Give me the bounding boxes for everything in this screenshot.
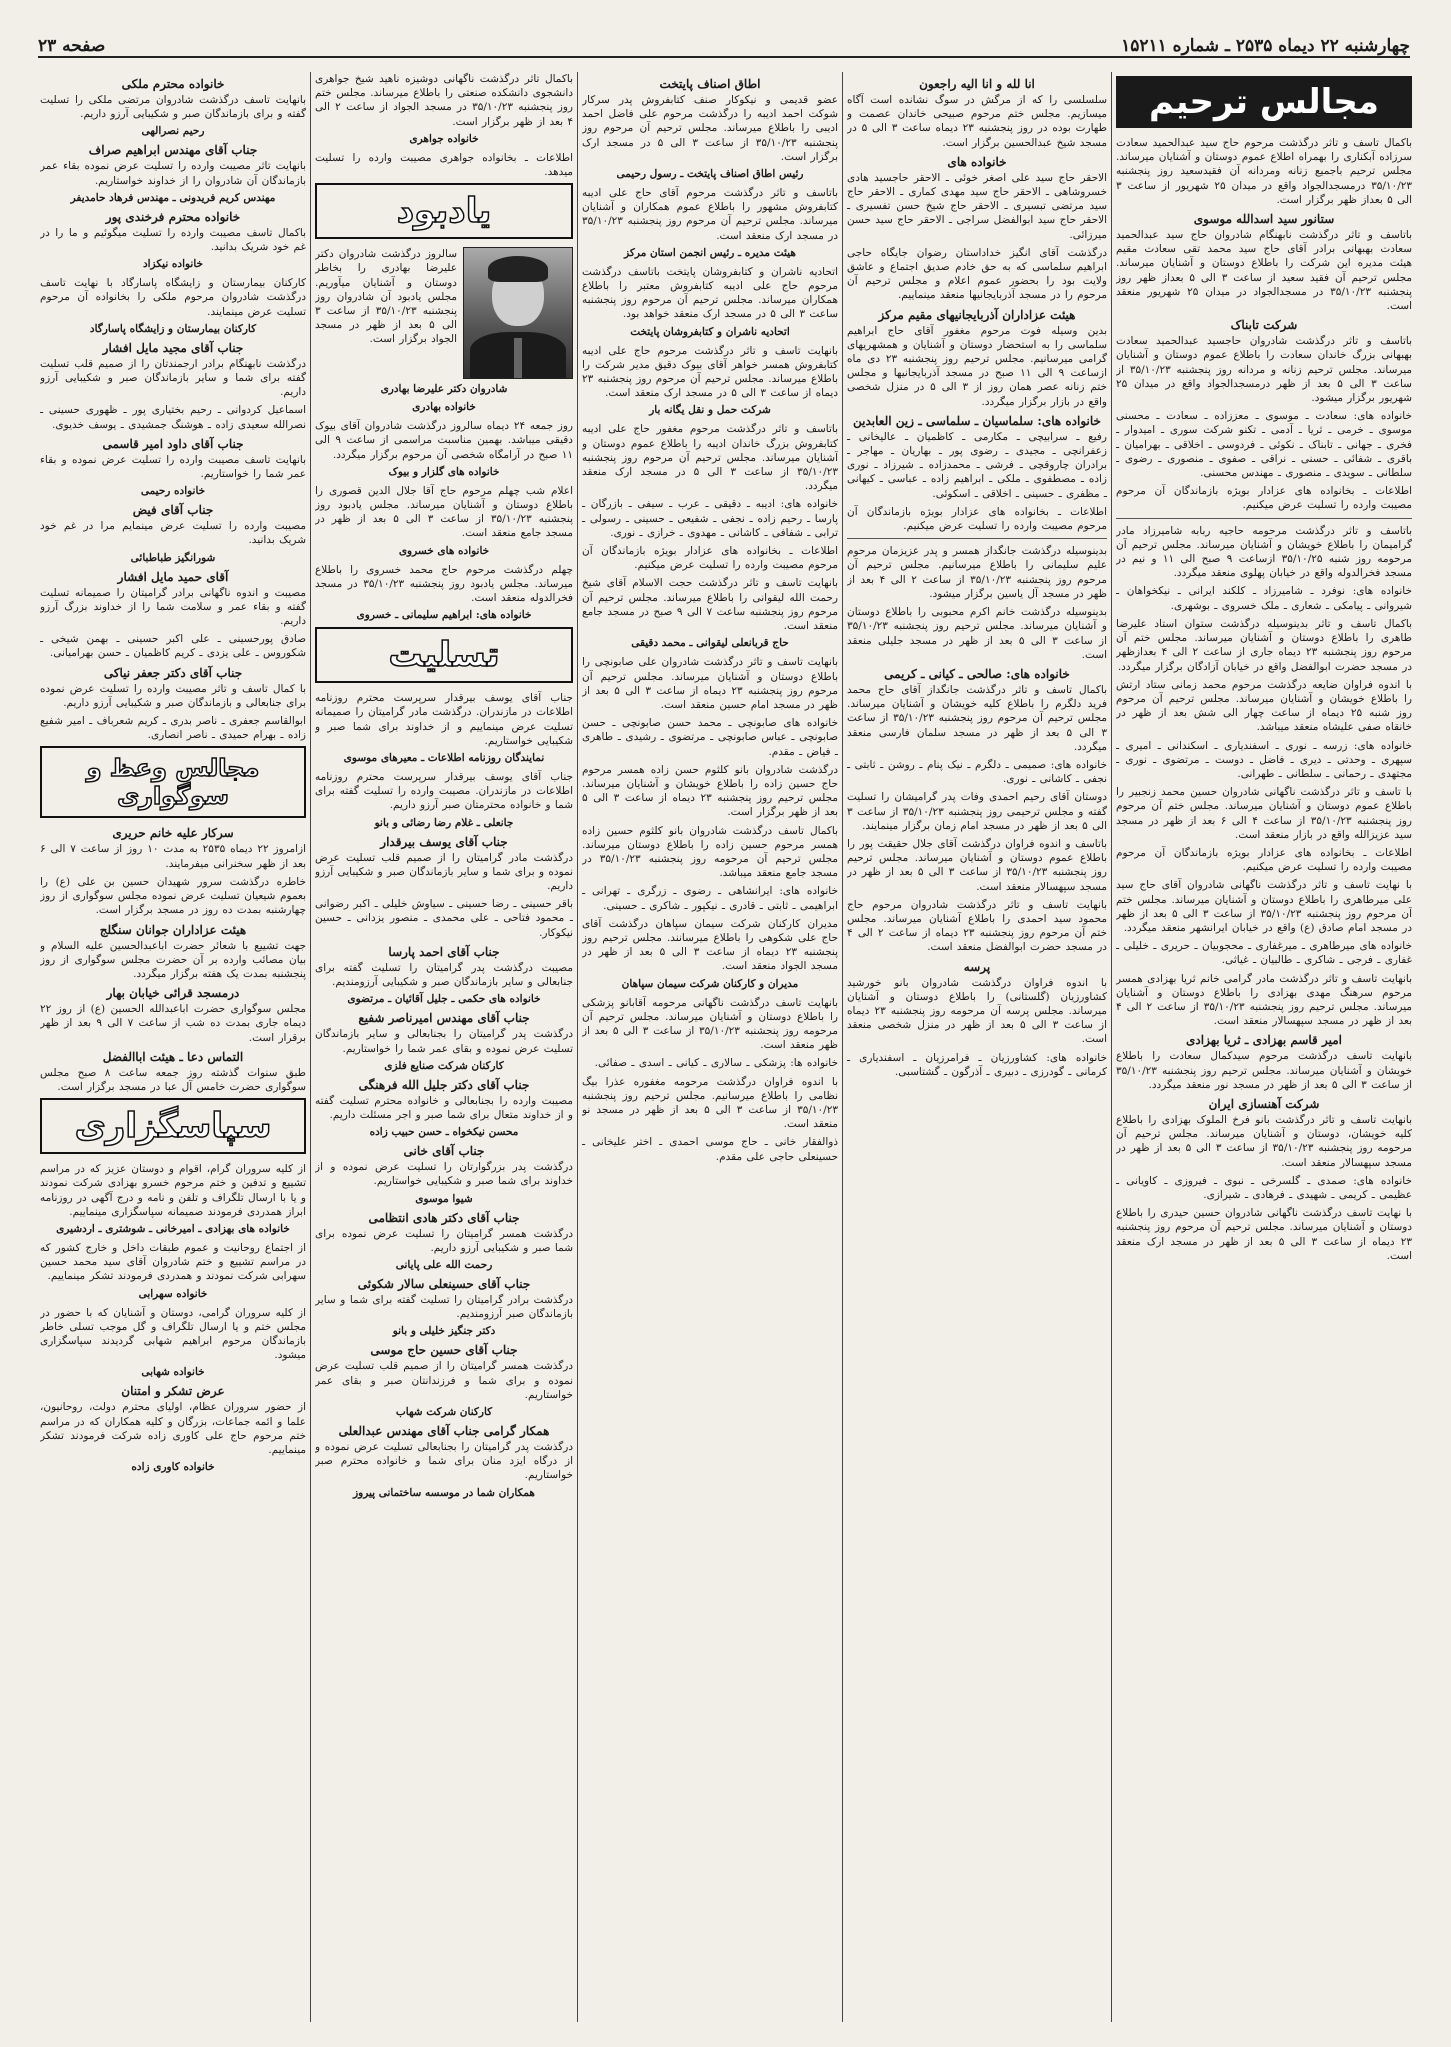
notice-paragraph: درگذشت آقای انگیز خداداستان رضوان جایگاه حاجی ابراهیم سلماسی که به حق خادم صدیق اجتماع و عاشق ولایت بود را بحضور عموم اعلام و مجلس ترحیم آن مرحوم را در مسجد آذربایجانیها منعقد مینماییم.	[847, 246, 1107, 302]
separator	[1116, 518, 1412, 519]
notice-paragraph: چهلم درگذشت مرحوم حاج محمد خسروی را باطلاع میرساند. مجلس یادبود روز پنجشنبه ۳۵/۱۰/۲۳ در مسجد فخرالدوله منعقد است.	[315, 563, 573, 605]
notice-heading: درمسجد قرائی خیابان بهار	[106, 986, 240, 1001]
notice-paragraph: باتاسف و تاثر درگذشت مرحوم آقای حاج علی ادیبه کتابفروش مشهور را باطلاع عموم همکاران و آشنایان میرساند. مجلس ترحیم آن مرحوم روز پنجشنبه ۳۵/۱۰/۲۳ در مسجد ارک منعقد است.	[582, 187, 838, 242]
column-1	[1116, 72, 1412, 2022]
notice-heading: هیئت عزاداران جوانان سنگلج	[99, 922, 247, 937]
notice-heading: سرکار علیه خانم حریری	[112, 826, 234, 841]
notice-signature: خانواده بهادری	[412, 401, 476, 414]
notice-paragraph: درگذشت پدر گرامیتان را بجنابعالی و سایر بازماندگان تسلیت عرض نموده و بقای عمر شما را خواستاریم.	[315, 1028, 573, 1055]
notice-paragraph: درگذشت برادر گرامیتان را تسلیت گفته برای شما و سایر بازماندگان صبر آرزومندیم.	[315, 1293, 573, 1321]
notice-signature: جانعلی ـ غلام رضا رضائی و بانو	[374, 816, 514, 829]
notice-paragraph: مصیبت وارده را تسلیت عرض مینمایم مرا در غم خود شریک بدانید.	[40, 520, 306, 547]
banner-yadbood: یادبود	[315, 183, 573, 239]
families-list: خانواده های: ایرانشاهی ـ رضوی ـ زرگری ـ تهرانی ـ ابراهیمی ـ ثابتی ـ قادری ـ نیکپور ـ شاکری ـ حسینی.	[582, 885, 838, 912]
notice-paragraph: درگذشت نابهنگام برادر ارجمندتان را از صمیم قلب تسلیت گفته برای شما و سایر بازماندگان صبر و شکیبایی آرزو داریم.	[40, 357, 306, 399]
notice-signature: شیوا موسوی	[415, 1192, 473, 1205]
column-rule	[1111, 72, 1112, 2022]
families-list: باقر حسینی ـ رضا حسینی ـ سیاوش خلیلی ـ اکبر رضوانی ـ محمود فتاحی ـ علی محمدی ـ منصور یزدانی ـ حسین نیکوکار.	[315, 898, 573, 939]
column-4	[315, 72, 573, 2022]
notice-paragraph: با نهایت تاسف درگذشت ناگهانی شادروان حسین حیدری را باطلاع دوستان و آشنایان میرساند. مجلس ترحیم آن مرحوم روز پنجشنبه ۲۳ دیماه از ساعت ۳ الی ۵ بعد از ظهر در مسجد ارک منعقد است.	[1116, 1207, 1412, 1262]
notice-heading: جناب آقای یوسف بیرقدار	[380, 834, 508, 849]
notice-paragraph: درگذشت مادر گرامیتان را از صمیم قلب تسلیت عرض نموده و برای شما و سایر بازماندگان صبر و شکیبایی آرزو داریم.	[315, 851, 573, 893]
notice-signature: رئیس اطاق اصناف پایتخت ـ رسول رحیمی	[616, 168, 804, 181]
families-list: خانواده های: کشاورزیان ـ فرامرزیان ـ اسفندیاری ـ کرمانی ـ گودرزی ـ دبیری ـ آذرگون ـ گشتاسبی.	[847, 1051, 1107, 1078]
notice-paragraph: سالروز درگذشت شادروان دکتر علیرضا بهادری را بخاطر دوستان و آشنایان میآوریم. مجلس یادبود آن شادروان روز پنجشنبه ۳۵/۱۰/۲۳ از ساعت ۳ الی ۵ بعد از ظهر در مسجد الجواد برگزار است.	[315, 248, 457, 346]
notice-signature: خانواده های خسروی	[398, 544, 490, 557]
notice-paragraph: بانهایت تاسف و تاثر درگذشت مادر گرامی خانم ثریا بهزادی همسر مرحوم سرهنگ مهدی بهزادی را باطلاع دوستان و آشنایان میرساند. مجلس ترحیم روز پنجشنبه ۳۵/۱۰/۲۳ از ساعت ۲ الی ۴ بعد از ظهر در مسجد سپهسالار منعقد است.	[1116, 972, 1412, 1028]
notice-paragraph: از کلیه سروران گرام، اقوام و دوستان عزیز که در مراسم تشییع و تدفین و ختم مرحوم خسرو بهزادی شرکت نمودند و یا با ارسال تلگراف و تلفن و نامه و درج آگهی در روزنامه ابراز همدردی فرمودند صمیمانه سپاسگزاری مینماییم.	[40, 1163, 306, 1218]
notice-paragraph: باکمال تاسف و تاثر درگذشت مرحوم حاج سید عبدالحمید سعادت سرزاده آبکناری را بهمراه اطلاع عموم دوستان و آشنایان میرساند. مجلس ترحیم باجمیع زنانه ومردانه آن فقیدسعید روز پنجشنبه ۳۵/۱۰/۲۳ درمسجدالجواد واقع در میدان ۲۵ شهریور از ساعت ۳ الی ۵ بعداز ظهر برگزار است.	[1116, 137, 1412, 206]
notice-heading: ستانور سید اسدالله موسوی	[1193, 212, 1335, 227]
notice-heading: اطاق اصناف پایتخت	[659, 77, 761, 91]
notice-paragraph: بدینوسیله درگذشت جانگداز همسر و پدر عزیزمان مرحوم علیم سلیمانی را باطلاع میرسانیم. مجلس ترحیم آن مرحوم روز پنجشنبه ۳۵/۱۰/۲۳ از ساعت ۲ الی ۴ بعد از ظهر در مسجد آل یاسین برگزار میشود.	[847, 545, 1107, 600]
notice-heading: جناب آقای دکتر جلیل الله فرهنگی	[358, 1077, 530, 1092]
page-number: صفحه ۲۳	[38, 36, 106, 56]
notice-paragraph: اطلاعات ـ بخانواده های عزادار بویژه بازماندگان آن مرحوم مصیبت وارده را تسلیت عرض میکنیم.	[847, 505, 1107, 533]
families-list: خانواده های: زرسه ـ نوری ـ اسفندیاری ـ اسکندانی ـ امیری ـ سپهری ـ وحدتی ـ دیری ـ فاضل ـ دوست ـ مرتضوی ـ نوری ـ مجتهدی ـ رحمانی ـ سلطانی ـ طهرانی.	[1116, 739, 1412, 780]
notice-paragraph: باکمال تاسف درگذشت شادروان بانو کلثوم حسین زاده همسر مرحوم حسین زاده را باطلاع دوستان میرساند. مجلس ترحیم آن مرحومه روز پنجشنبه ۳۵/۱۰/۲۳ در مسجد جامع منعقد میباشد.	[582, 824, 838, 880]
notice-paragraph: بانهایت تاسف و تاثر درگذشت شادروان مرحوم حاج محمود سید احمدی را باطلاع آشنایان میرساند. مجلس ختم آن مرحوم روز پنجشنبه ۲۳ دیماه از ساعت ۲ الی ۴ در مسجد حضرت ابوالفضل منعقد است.	[847, 898, 1107, 954]
notice-heading: خانواده محترم ملکی	[121, 77, 225, 91]
column-rule	[310, 72, 311, 2022]
notice-signature: کارکنان شرکت صنایع فلزی	[384, 1059, 504, 1072]
notice-paragraph: درگذشت پدر بزرگوارتان را تسلیت عرض نموده و از خداوند برای شما صبر و شکیبایی خواستاریم.	[315, 1161, 573, 1188]
notice-paragraph: طبق سنوات گذشته روز جمعه ساعت ۸ صبح مجلس سوگواری حضرت خامس آل عبا در مسجد برگزار است.	[40, 1066, 306, 1093]
notice-paragraph: اطلاعات ـ بخانواده های عزادار بویژه بازماندگان آن مرحوم مصیبت وارده را تسلیت عرض میکنیم.	[1116, 485, 1412, 512]
notice-paragraph: بانهایت تاسف درگذشت مرحوم سیدکمال سعادت را باطلاع خویشان و آشنایان میرساند. مجلس ترحیم روز پنجشنبه ۳۵/۱۰/۲۳ از ساعت ۳ الی ۵ بعد از ظهر در مسجد نور منعقد میگردد.	[1116, 1050, 1412, 1091]
notice-paragraph: باتاسف و اندوه فراوان درگذشت آقای جلال حقیقت پور را باطلاع عموم دوستان و آشنایان میرساند. مجلس ترحیم روز پنجشنبه ۳۵/۱۰/۲۳ از ساعت ۳ الی ۵ بعد از ظهر در مسجد سپهسالار منعقد است.	[847, 837, 1107, 893]
notice-paragraph: جناب آقای یوسف بیرقدار سرپرست محترم روزنامه اطلاعات در مازندران. مصیبت وارده را تسلیت گفته برای شما و خانواده محترمتان صبر آرزو داریم.	[315, 771, 573, 812]
notice-heading: جناب آقای مهندس امیرناصر شفیع	[358, 1011, 530, 1026]
banner-tasliyat: تسلیت	[315, 627, 573, 683]
notice-paragraph: بانهایت تاثر مصیبت وارده را تسلیت عرض نموده بقاء عمر بازماندگان آن شادروان را از خداوند خواستاریم.	[40, 160, 306, 187]
notice-signature: اتحادیه ناشران و کتابفروشان پایتخت	[630, 325, 790, 338]
page-header	[38, 30, 1410, 58]
notice-paragraph: مدیران کارکنان شرکت سیمان سپاهان درگذشت آقای حاج علی شکوهی را باطلاع میرسانند. مجلس ترحیم روز پنجشنبه ۲۳ دیماه از ساعت ۳ الی ۵ بعد از ظهر در مسجد الجواد منعقد است.	[582, 917, 838, 973]
notice-paragraph: با اندوه فراوان درگذشت شادروان بانو خورشید کشاورزیان (گلستانی) را باطلاع دوستان و آشنایان میرساند. مجلس پرسه آن مرحومه روز پنجشنبه ۲۳ دیماه از ساعت ۳ الی ۵ بعد از ظهر در منزل شخصی منعقد است.	[847, 976, 1107, 1046]
notice-paragraph: از اجتماع روحانیت و عموم طبقات داخل و خارج کشور که در مراسم تشییع و ختم شادروان آقای سید محمد حسین سهرابی شرکت نمودند و همدردی فرمودند تشکر مینماییم.	[40, 1241, 306, 1283]
notice-signature: رحیم نصرالهی	[141, 125, 205, 138]
notice-paragraph: بانهایت تاسف و تاثر درگذشت شادروان علی صابونچی را باطلاع دوستان و آشنایان میرساند. مجلس ترحیم آن مرحوم روز پنجشنبه ۲۳ دیماه از ساعت ۳ الی ۵ بعد از ظهر در مسجد امام حسین منعقد است.	[582, 656, 838, 711]
families-list: خانواده های: صمدی ـ گلسرخی ـ نبوی ـ فیروزی ـ کاویانی ـ عظیمی ـ کریمی ـ شهیدی ـ فرهادی ـ شیرازی.	[1116, 1174, 1412, 1201]
notice-signature: خانواده های حکمی ـ جلیل آقائیان ـ مرتضوی	[347, 993, 541, 1006]
notice-paragraph: باتاسف و تاثر درگذشت مرحوم مغفور حاج علی ادیبه کتابفروش بزرگ خاندان ادیبه را باطلاع عموم دوستان و آشنایان میرساند. مجلس ترحیم آن مرحوم روز پنجشنبه ۳۵/۱۰/۲۳ از ساعت ۳ الی ۵ در مسجد ارک منعقد میگردد.	[582, 423, 838, 493]
notice-heading: جناب آقای خانی	[403, 1144, 485, 1159]
portrait-photo	[463, 247, 573, 379]
notice-heading: جناب آقای داود امیر قاسمی	[102, 436, 244, 451]
notice-paragraph: جهت تشییع با شعائر حضرت اباعبدالحسین علیه السلام و بیان مصائب وارده بر آن حضرت مجلس سوگواری از روز پنجشنبه بمدت یک هفته برگزار میگردد.	[40, 939, 306, 980]
notice-paragraph: مصیبت درگذشت پدر گرامیتان را تسلیت گفته برای جنابعالی و سایر بازماندگان صبر و شکیبایی آرزومندیم.	[315, 961, 573, 989]
banner-majales-tarhim: مجالس ترحیم	[1116, 76, 1412, 128]
notice-paragraph: با اندوه فراوان درگذشت مرحومه مغفوره عذرا بیگ نظامی را باطلاع میرسانیم. مجلس ترحیم روز پنجشنبه ۳۵/۱۰/۲۳ از ساعت ۳ الی ۵ بعد از ظهر در مسجد نو منعقد است.	[582, 1075, 838, 1131]
column-5	[40, 72, 306, 2022]
column-rule	[577, 72, 578, 2022]
issue-date-number: چهارشنبه ۲۲ دیماه ۲۵۳۵ ـ شماره ۱۵۲۱۱	[1121, 36, 1410, 56]
families-list: خانواده های میرطاهری ـ میرغفاری ـ محجوبیان ـ حریری ـ خلیلی ـ غفاری ـ فرجی ـ شاکری ـ طالبیان ـ غیاثی.	[1116, 940, 1412, 967]
notice-signature: خانواده سهرابی	[138, 1287, 208, 1300]
families-list: ذوالفقار خانی ـ حاج موسی احمدی ـ اختر علیخانی ـ حسینعلی حاجی علی مقدم.	[582, 1136, 838, 1163]
families-list: خانواده های صابونچی ـ محمد حسن صابونچی ـ حسن صابونچی ـ عباس صابونچی ـ مرتضوی ـ رشیدی ـ طاهری ـ فیاض ـ مقدم.	[582, 717, 838, 758]
notice-heading: جناب آقای حسینعلی سالار شکوئی	[357, 1276, 531, 1291]
column-2	[847, 72, 1107, 2022]
column-rule	[842, 72, 843, 2022]
notice-paragraph: با اندوه فراوان ضایعه درگذشت مرحوم محمد زمانی ستاد ارتش را باطلاع خویشان و آشنایان میرساند. مجلس ترحیم آن مرحوم روز شنبه ۲۵ دیماه از ساعت چهار الی شش بعد از ظهر در خانقاه صفی علیشاه منعقد میباشد.	[1116, 678, 1412, 734]
notice-paragraph: سلسلسی را که از مرگش در سوگ نشانده است آگاه میسازیم. مجلس ختم مرحوم صبیحی خاندان عصمت و طهارت بوده در روز پنجشنبه ۲۳ دیماه ساعت ۳ الی ۵ در مسجد شیخ عبدالحسین برگزار است.	[847, 94, 1107, 149]
notice-paragraph: اعلام شب چهلم مرحوم حاج آقا جلال الدین قصوری را باطلاع دوستان و آشنایان میرساند. مجلس یادبود روز پنجشنبه ۳۵/۱۰/۲۳ از ساعت ۳ الی ۵ بعد از ظهر در مسجد جامع منعقد است.	[315, 484, 573, 540]
notice-signature: خانواده جواهری	[409, 132, 479, 145]
notice-paragraph: از حضور سروران عظام، اولیای محترم دولت، روحانیون، علما و ائمه جماعات، بزرگان و کلیه همکاران که در مراسم ختم مرحوم حاج علی کاوری زاده شرکت فرمودند تشکر مینماییم.	[40, 1401, 306, 1456]
families-list: خانواده های: سعادت ـ موسوی ـ معززاده ـ سعادت ـ محسنی موسوی ـ خرمی ـ ثریا ـ آدمی ـ تکنو شرکت سوری ـ امیدوار ـ فخری ـ جهانی ـ تابناک ـ نکوئی ـ فردوسی ـ اخلاقی ـ بهرامیان ـ باقری ـ شفائی ـ حسنی ـ نراقی ـ صفوی ـ منصوری ـ رضوی ـ سلطانی ـ سویدی ـ منصوری ـ مهندس محسنی.	[1116, 410, 1412, 480]
notice-heading: التماس دعا ـ هیئت اباالفضل	[102, 1049, 244, 1064]
notice-heading: خانواده های: صالحی ـ کیانی ـ کریمی	[884, 666, 1070, 681]
notice-heading: عرض تشکر و امتنان	[121, 1384, 225, 1399]
notice-heading: خانواده های	[947, 154, 1007, 169]
families-list: خانواده های: ادیبه ـ دقیقی ـ عرب ـ سیفی ـ بازرگان ـ پارسا ـ رحیم زاده ـ نجفی ـ شفیعی ـ حسینی ـ رسولی ـ ترابی ـ شفافی ـ کاشانی ـ مهدوی ـ خرازی ـ نوری.	[582, 498, 838, 539]
families-list: رفیع ـ سرابیچی ـ مکارمی ـ کاظمیان ـ عالیخانی ـ زعفرانچی ـ مجیدی ـ رضوی پور ـ بهاریان ـ مهاجر ـ برادران چاروقچی ـ فرشی ـ محمدزاده ـ شیرزاد ـ نوری زاده ـ مصطفوی ـ ملکی ـ ابراهیم زاده ـ عباسی ـ کیهانی ـ مظفری ـ حسینی ـ اخلاقی ـ اسکوئی.	[847, 430, 1107, 500]
notice-signature: خانواده کاوری زاده	[131, 1461, 215, 1474]
notice-heading: آقای حمید مایل افشار	[117, 569, 229, 584]
notice-signature: شورانگیز طباطبائی	[130, 551, 216, 564]
notice-heading: امیر قاسم بهزادی ـ ثریا بهزادی	[1186, 1033, 1342, 1048]
separator	[847, 538, 1107, 539]
notice-paragraph: باکمال تاسف مصیبت وارده را تسلیت میگوئیم و ما را در غم خود شریک بدانید.	[40, 226, 306, 254]
notice-paragraph: روز جمعه ۲۴ دیماه سالروز درگذشت شادروان آقای بیوک دقیقی میباشد. بهمین مناسبت مراسمی از ساعت ۹ الی ۱۱ صبح در آرامگاه شخصی آن مرحوم برگزار میگردد.	[315, 420, 573, 461]
notice-heading: جناب آقای دکتر جعفر نیاکی	[103, 665, 243, 680]
notice-paragraph: اطلاعات ـ بخانواده های عزادار بویژه بازماندگان آن مرحوم مصیبت وارده را تسلیت عرض میکنیم.	[1116, 846, 1412, 874]
families-list: ابوالقاسم جعفری ـ ناصر بدری ـ کریم شعرباف ـ امیر شفیع زاده ـ بهرام حمیدی ـ ناصر انصاری.	[40, 715, 306, 742]
notice-heading: خانواده های: سلماسیان ـ سلماسی ـ زین العابدین	[853, 413, 1101, 428]
notice-heading: هیئت عزاداران آذربایجانیهای مقیم مرکز	[878, 307, 1076, 322]
notice-paragraph: بدینوسیله درگذشت خانم اکرم محبوبی را باطلاع دوستان و آشنایان میرساند. مجلس ترحیم روز پنجشنبه ۳۵/۱۰/۲۳ از ساعت ۳ الی ۵ بعد از ظهر در مسجد جلیلی منعقد است.	[847, 606, 1107, 661]
photo-caption: شادروان دکتر علیرضا بهادری	[380, 383, 508, 396]
notice-heading: پرسه	[963, 959, 991, 974]
notice-signature: خانواده شهابی	[141, 1366, 205, 1379]
notice-paragraph: بانهایت تاسف و تاثر درگذشت بانو فرخ الملوک بهزادی را باطلاع کلیه خویشان، دوستان و آشنایان میرساند. مجلس ترحیم آن مرحومه روز پنجشنبه ۳۵/۱۰/۲۳ از ساعت ۳ الی ۵ بعد از ظهر در مسجد سپهسالار منعقد است.	[1116, 1113, 1412, 1169]
notice-paragraph: بدین وسیله فوت مرحوم مغفور آقای حاج ابراهیم سلماسی را به استحضار دوستان و آشنایان و همشهریهای گرامی میرسانیم. مجلس ترحیم روز پنجشنبه ۲۳ دی ماه ازساعت ۹ الی ۱۱ صبح در مسجد آذربایجانیها و مجلس ختم زنانه عصر همان روز از ۳ الی ۵ در منزل شخصی واقع در بازار برگزار میگردد.	[847, 324, 1107, 408]
notice-paragraph: دوستان آقای رحیم احمدی وفات پدر گرامیشان را تسلیت گفته و مجلس ترحیمی روز پنجشنبه ۳۵/۱۰/۲۳ از ساعت ۳ الی ۵ بعد از ظهر در مسجد امام زمان برگزار مینمایند.	[847, 791, 1107, 832]
notice-signature: خانواده های: ابراهیم سلیمانی ـ خسروی	[356, 609, 532, 622]
families-list: اسماعیل کردوانی ـ رحیم بختیاری پور ـ ظهوری حسینی ـ نصرالله سعیدی زاده ـ هوشنگ جمشیدی ـ یوسف خدیوی.	[40, 404, 306, 431]
notice-heading: جناب آقای مهندس ابراهیم صراف	[88, 143, 258, 158]
notice-paragraph: باتاسف و تاثر درگذشت شادروان حاجسید عبدالحمید سعادت بهبهانی بزرگ خاندان سعادت را باطلاع عموم دوستان و آشنایان میرساند. مجلس ترحیم زنانه و مردانه روز پنجشنبه ۳۵/۱۰/۲۳ از ساعت ۳ الی ۵ بعد از ظهر درمسجدالجواد واقع در میدان ۲۵ شهریور برگزار میشود.	[1116, 335, 1412, 405]
notice-paragraph: از کلیه سروران گرامی، دوستان و آشنایان که با حضور در مجلس ختم و یا ارسال تلگراف و گل موجب تسلی خاطر بازماندگان مرحوم ابراهیم شهابی گردیدند سپاسگزاری میشود.	[40, 1306, 306, 1362]
notice-paragraph: باکمال تاسف و تاثر بدینوسیله درگذشت ستوان استاد علیرضا طاهری را باطلاع دوستان و آشنایان میرساند. مجلس ختم آن مرحوم روز پنجشنبه ۲۳ دیماه جاری از ساعت ۲ الی ۴ بعدازظهر در مسجد حضرت ابوالفضل واقع در خیابان آزادگان برگزار میگردد.	[1116, 617, 1412, 673]
families-list: صادق پورحسینی ـ علی اکبر حسینی ـ بهمن شیخی ـ شکوروس ـ علی یزدی ـ کریم کاظمیان ـ حسن بهرامیانی.	[40, 633, 306, 660]
notice-paragraph: بانهایت تاسف و تاثر درگذشت مرحوم حاج علی ادیبه کتابفروش همسر خواهر آقای بیوک دقیق مدیر شرکت را باطلاع میرساند. مجلس ترحیم آن مرحوم روز پنجشنبه ۲۳ دیماه از ساعت ۳ الی ۵ در مسجد ارک منعقد است.	[582, 344, 838, 400]
notice-signature: خانواده های گلزار و بیوک	[388, 465, 500, 478]
column-3	[582, 72, 838, 2022]
notice-paragraph: بانهایت تاسف درگذشت ناگهانی مرحومه آقابانو پزشکی را باطلاع دوستان و آشنایان میرساند. مجلس ترحیم آن مرحومه روز پنجشنبه ۳۵/۱۰/۲۳ از ساعت ۳ الی ۵ بعد از ظهر منعقد است.	[582, 996, 838, 1052]
notice-heading: جناب آقای مجید مایل افشار	[102, 340, 244, 355]
notice-paragraph: درگذشت همسر گرامیتان را از صمیم قلب تسلیت عرض نموده و برای شما و فرزندانتان صبر و بقای عمر خواستاریم.	[315, 1360, 573, 1401]
notice-paragraph: با نهایت تاسف و تاثر درگذشت ناگهانی شادروان آقای حاج سید علی میرطاهری را باطلاع دوستان و آشنایان میرساند. مجلس ختم آن مرحوم روز پنجشنبه ۳۵/۱۰/۲۳ از ساعت ۳ الی ۵ بعد از ظهر در مسجد امام صادق (ع) واقع در خیابان ایرانشهر منعقد میگردد.	[1116, 879, 1412, 934]
notice-paragraph: درگذشت همسر گرامیتان را تسلیت عرض نموده برای شما صبر و شکیبایی آرزو داریم.	[315, 1227, 573, 1254]
notice-heading: انا لله و انا الیه راجعون	[919, 77, 1035, 91]
notice-paragraph: درگذشت شادروان بانو کلثوم حسن زاده همسر مرحوم حاج حسین زاده را باطلاع خویشان و آشنایان میرساند. مجلس ترحیم روز پنجشنبه ۲۳ دیماه از ساعت ۳ الی ۵ بعد از ظهر برگزار است.	[582, 763, 838, 819]
notice-signature: خانواده های بهزادی ـ امیرخانی ـ شوشتری ـ اردشیری	[56, 1222, 290, 1235]
notice-signature: شرکت حمل و نقل یگانه بار	[649, 404, 771, 417]
notice-paragraph: عضو قدیمی و نیکوکار صنف کتابفروش پدر سرکار شوکت احمد ادیبه را درگذشت مرحوم علی فاضل احمد ادیبی را باطلاع میرساند. مجلس ترحیم آن مرحوم روز پنجشنبه ۳۵/۱۰/۲۳ از ساعت ۳ الی ۵ در مسجد ارک برگزار است.	[582, 94, 838, 163]
notice-signature: رحمت الله علی پایانی	[395, 1258, 493, 1271]
notice-paragraph: جناب آقای یوسف بیرقدار سرپرست محترم روزنامه اطلاعات در مازندران. درگذشت مادر گرامیتان را صمیمانه تسلیت عرض مینماییم و از خداوند برای شما صبر و شکیبایی خواستاریم.	[315, 692, 573, 747]
notice-paragraph: مجلس سوگواری حضرت اباعبدالله الحسین (ع) از روز ۲۲ دیماه جاری بمدت ده شب از ساعت ۷ الی ۹ بعد از ظهر برقرار است.	[40, 1003, 306, 1044]
notice-heading: شرکت آهنسازی ایران	[1208, 1096, 1320, 1111]
notice-paragraph: اطلاعات ـ بخانواده جواهری مصیبت وارده را تسلیت میدهد.	[315, 151, 573, 179]
families-list: خانواده های: صمیمی ـ دلگرم ـ نیک پنام ـ روشن ـ ثابتی ـ نجفی ـ کاشانی ـ نوری.	[847, 758, 1107, 786]
notice-signature: مدیران و کارکنان شرکت سیمان سپاهان	[621, 977, 799, 990]
families-list: خانواده ها: پزشکی ـ سالاری ـ کیانی ـ اسدی ـ صفائی.	[594, 1057, 838, 1070]
notice-paragraph: اطلاعات ـ بخانواده های عزادار بویژه بازماندگان آن مرحوم مصیبت وارده را تسلیت عرض میکنیم.	[582, 545, 838, 572]
notice-signature: حاج قربانعلی لیقوانی ـ محمد دقیقی	[631, 637, 789, 650]
notice-signature: محسن نیکخواه ـ حسن حبیب زاده	[369, 1126, 519, 1139]
families-list: خانواده های: نوفرد ـ شامیرزاد ـ کلکند ایرانی ـ نیکخواهان ـ شیروانی ـ پیامکی ـ شعاری ـ ملک خسروی ـ بوشهری.	[1116, 585, 1412, 612]
notice-heading: جناب آقای دکتر هادی انتظامی	[368, 1210, 520, 1225]
notice-signature: خانواده رحیمی	[140, 485, 206, 498]
notice-paragraph: بانهایت تاسف و تاثر درگذشت حجت الاسلام آقای شیخ رحمت الله لیقوانی را باطلاع میرساند. مجلس ترحیم آن مرحوم روز پنجشنبه ساعت ۷ الی ۹ صبح در مسجد جامع منعقد است.	[582, 577, 838, 633]
notice-heading: جناب آقای حسین حاج موسی	[370, 1343, 518, 1358]
notice-paragraph: مصیبت وارده را بجنابعالی و خانواده محترم تسلیت گفته و از خداوند متعال برای شما صبر و اجر مسئلت داریم.	[315, 1094, 573, 1121]
notice-paragraph: بانهایت تاسف درگذشت شادروان مرتضی ملکی را تسلیت گفته و برای بازماندگان صبر و شکیبایی آرزو داریم.	[40, 94, 306, 121]
notice-paragraph: با تاسف و تاثر درگذشت ناگهانی شادروان حسین محمد زنجبیر را باطلاع عموم دوستان و آشنایان میرساند. مجلس ختم آن مرحوم روز پنجشنبه ۳۵/۱۰/۲۳ از ساعت ۴ الی ۶ بعد از ظهر در مسجد سید عزیزالله واقع در بازار منعقد است.	[1116, 786, 1412, 841]
families-list: الاحقر حاج سید علی اصغر خوئی ـ الاحقر حاجسید هادی خسروشاهی ـ الاحقر حاج سید مهدی کماری ـ الاحقر حاج سید مرتضی تبسیری ـ الاحقر حاج شیخ حسن تفسیری ـ الاحقر حاج سید ابوالفضل سراجی ـ الاحقر حاج سید حسن میرزائی.	[847, 171, 1107, 241]
banner-sepasgozari: سپاسگزاری	[40, 1098, 306, 1154]
notice-paragraph: مصیبت و اندوه ناگهانی برادر گرامیتان را صمیمانه تسلیت گفته و بقاء عمر و سلامت شما را از خداوند بزرگ آرزو داریم.	[40, 586, 306, 628]
notice-paragraph: ازامروز ۲۲ دیماه ۲۵۳۵ به مدت ۱۰ روز از ساعت ۷ الی ۶ بعد از ظهر سخنرانی میفرمایند.	[40, 843, 306, 870]
notice-paragraph: باتاسف و تاثر درگذشت مرحومه حاجیه ربابه شامیرزاد مادر گرامیمان را باطلاع خویشان و آشنایان میرساند. مجلس ترحیم آن مرحومه روز شنبه ۳۵/۱۰/۲۵ ازساعت ۹ صبح الی ۱۱ و نیم در مسجد فخرالدوله واقع در خیابان پهلوی منعقد میگردد.	[1116, 524, 1412, 580]
notice-heading: جناب آقای فیض	[132, 503, 214, 518]
notice-paragraph: باکمال تاثر درگذشت ناگهانی دوشیزه ناهید شیخ جواهری دانشجوی دانشکده صنعتی را باطلاع میرساند. مجلس ختم روز پنجشنبه ۳۵/۱۰/۲۳ در مسجد الجواد از ساعت ۲ الی ۴ بعد از ظهر برگزار است.	[315, 73, 573, 128]
notice-heading: جناب آقای احمد پارسا	[388, 944, 500, 959]
notice-signature: نمایندگان روزنامه اطلاعات ـ معیرهای موسوی	[343, 752, 545, 765]
notice-paragraph: باتاسف و تاثر درگذشت نابهنگام شادروان حاج سید عبدالحمید سعادت بهبهانی برادر آقای حاج سید محمد تقی سعادت مقیم هیئت مدیره این شرکت را باطلاع دوستان و آشنایان میرساند. مجلس ترحیم آن فقید سعید از ساعت ۳ الی ۵ بعداز ظهر روز پنجشنبه ۳۵/۱۰/۲۳ در مسجدالجواد در میدان ۲۵ شهریور منعقد است.	[1116, 229, 1412, 313]
notice-heading: همکار گرامی جناب آقای مهندس عبدالعلی	[338, 1423, 550, 1438]
notice-signature: کارکنان بیمارستان و زایشگاه پاسارگاد	[89, 322, 257, 335]
banner-majales-vaz: مجالس وعظ و سوگواری	[40, 746, 306, 818]
notice-paragraph: خاطره درگذشت سرور شهیدان حسین بن علی (ع) را بعموم شیعیان تسلیت عرض نموده مجلس سوگواری از روز چهارشنبه بمدت ده روز در مسجد برگزار است.	[40, 875, 306, 917]
notice-signature: دکتر جنگیز خلیلی و بانو	[392, 1325, 496, 1338]
notice-heading: شرکت تابناک	[1230, 318, 1298, 333]
notice-paragraph: اتحادیه ناشران و کتابفروشان پایتخت باتاسف درگذشت مرحوم حاج علی ادیبه کتابفروش معتبر را باطلاع همکاران میرساند. مجلس ترحیم آن مرحوم روز پنجشنبه ساعت ۳ الی ۵ در مسجد ارک منعقد خواهد بود.	[582, 265, 838, 321]
notice-heading: خانواده محترم فرخندی پور	[105, 209, 241, 224]
notice-paragraph: درگذشت پدر گرامیتان را بجنابعالی تسلیت عرض نموده و از درگاه ایزد منان برای شما و خانواده محترم صبر خواستاریم.	[315, 1440, 573, 1482]
notice-signature: هیئت مدیره ـ رئیس انجمن استان مرکز	[624, 246, 796, 259]
notice-paragraph: با کمال تاسف و تاثر مصیبت وارده را تسلیت عرض نموده برای جنابعالی و بازماندگان صبر و شکیبایی آرزو داریم.	[40, 682, 306, 709]
notice-signature: کارکنان شرکت شهاب	[395, 1405, 493, 1418]
notice-signature: خانواده نیکزاد	[142, 258, 204, 271]
notice-signature: مهندس کریم فریدونی ـ مهندس فرهاد حامدیفر	[70, 191, 276, 204]
notice-paragraph: کارکنان بیمارستان و زایشگاه پاسارگاد با نهایت تاسف درگذشت شادروان مرحوم ملکی را بخانواده آن مرحوم تسلیت عرض مینمایند.	[40, 277, 306, 318]
notice-paragraph: باکمال تاسف و تاثر درگذشت جانگداز آقای حاج محمد فرید دلگرم را باطلاع کلیه خویشان و آشنایان میرساند. مجلس ترحیم آن مرحوم روز پنجشنبه ۳۵/۱۰/۲۳ از ساعت ۳ الی ۵ بعد از ظهر در مسجد سلمان فارسی منعقد میگردد.	[847, 683, 1107, 753]
notice-paragraph: بانهایت تاسف مصیبت وارده را تسلیت عرض نموده و بقاء عمر شما را خواستاریم.	[40, 453, 306, 481]
notice-signature: همکاران شما در موسسه ساختمانی پیروز	[353, 1486, 535, 1499]
